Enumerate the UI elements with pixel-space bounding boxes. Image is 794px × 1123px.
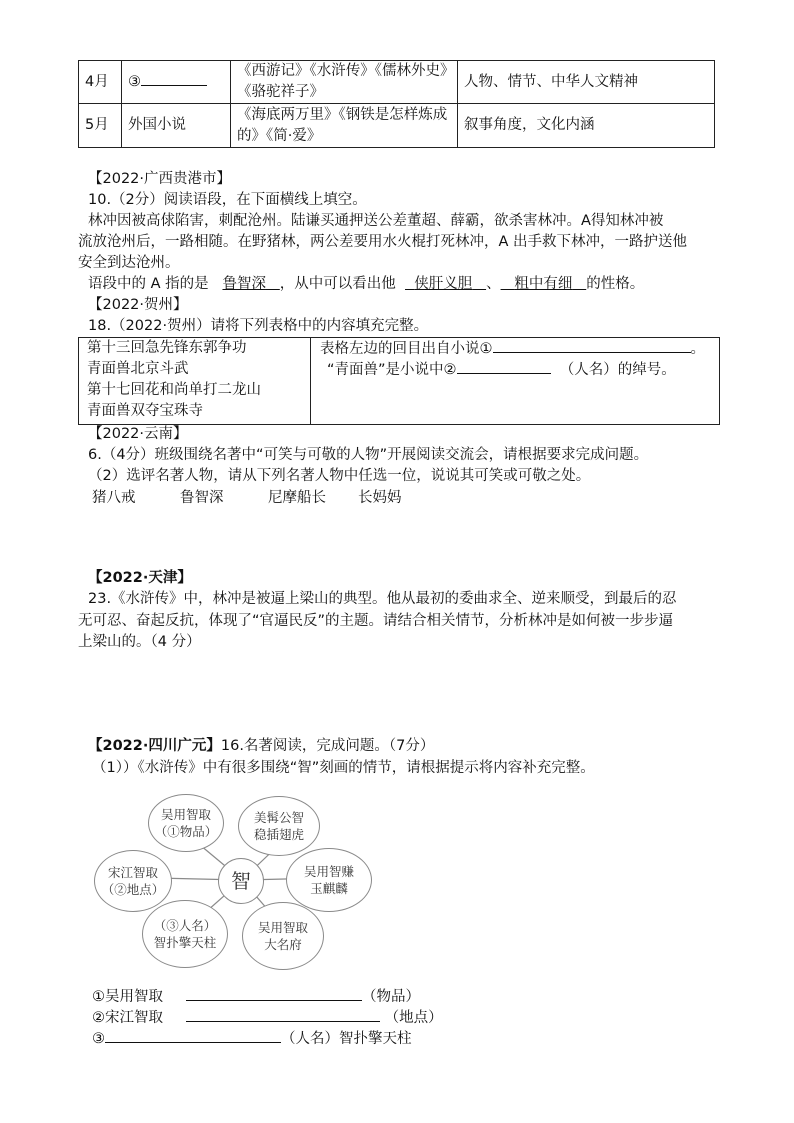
- chapter-title: 青面兽双夺宝珠寺: [87, 403, 203, 419]
- answer-c: 粗中有细: [514, 276, 573, 292]
- question-line: 23.《水浒传》中，林冲是被逼上梁山的典型。他从最初的委曲求全、逆来顺受，到最后的忍: [88, 591, 677, 607]
- sub-question: （1））《水浒传》中有很多围绕“智”刻画的情节，请根据提示将内容补充完整。: [92, 760, 595, 776]
- source-tag: 【2022·天津】: [88, 570, 192, 586]
- sub-question: （2）选评名著人物，请从下列名著人物中任选一位，说说其可笑或可敬之处。: [88, 468, 591, 484]
- question-line: 上梁山的。（4 分）: [78, 634, 201, 650]
- name-option: 猪八戒: [92, 490, 136, 506]
- fill-line: ①吴用智取 （物品）: [92, 986, 420, 1007]
- diagram-bubble: 美髯公智 稳插翅虎: [238, 796, 320, 856]
- diagram-bubble: （③人名） 智扑擎天柱: [142, 900, 228, 968]
- question-stem: 18.（2022·贺州）请将下列表格中的内容填充完整。: [88, 318, 429, 334]
- diagram-bubble: 吴用智赚 玉麒麟: [286, 848, 372, 912]
- fill-line: 表格左边的回目出自小说① 。: [320, 338, 705, 359]
- passage-line: 林冲因被高俅陷害，刺配沧州。陆谦买通押送公差董超、薛霸，欲杀害林冲。A得知林冲被: [88, 213, 664, 229]
- chapter-title: 青面兽北京斗武: [87, 361, 189, 377]
- diagram-center: 智: [218, 858, 264, 904]
- chapter-title: 第十三回急先锋东郭争功: [87, 340, 247, 356]
- name-option: 长妈妈: [358, 490, 402, 506]
- month-cell: 4月: [79, 61, 122, 104]
- source-tag: 【2022·云南】: [88, 426, 188, 442]
- chapter-title: 第十七回花和尚单打二龙山: [87, 382, 261, 398]
- month-cell: 5月: [79, 104, 122, 148]
- category-cell: ③: [122, 61, 231, 104]
- question-line: 无可忍、奋起反抗，体现了“官逼民反”的主题。请结合相关情节，分析林冲是如何被一步步逼: [78, 613, 674, 629]
- answer-line: 语段中的 A 指的是 鲁智深 ，从中可以看出他 侠肝义胆 、 粗中有细 的性格。: [88, 276, 645, 292]
- diagram-bubble: 宋江智取 （②地点）: [94, 850, 172, 912]
- source-tag: 【2022·贺州】: [88, 297, 188, 313]
- fill-line: ②宋江智取 （地点）: [92, 1007, 443, 1028]
- fill-line: ③ （人名）智扑擎天柱: [92, 1028, 412, 1049]
- source-tag: 【2022·广西贵港市】: [88, 171, 232, 187]
- focus-cell: 叙事角度，文化内涵: [458, 104, 715, 148]
- name-option: 尼摩船长: [268, 490, 326, 506]
- question-header: 【2022·四川广元】16.名著阅读，完成问题。（7分）: [88, 738, 435, 754]
- passage-line: 流放沧州后，一路相随。在野猪林，两公差要用水火棍打死林冲，A 出手救下林冲，一路护送他: [78, 234, 688, 250]
- reading-plan-table: [78, 60, 715, 148]
- books-cell: 《西游记》《水浒传》《儒林外史》《骆驼祥子》: [231, 61, 458, 104]
- passage-line: 安全到达沧州。: [78, 255, 180, 271]
- books-cell: 《海底两万里》《钢铁是怎样炼成的》《简·爱》: [231, 104, 458, 148]
- question-stem: 6.（4分）班级围绕名著中“可笑与可敬的人物”开展阅读交流会，请根据要求完成问题。: [88, 447, 649, 463]
- focus-cell: 人物、情节、中华人文精神: [458, 61, 715, 104]
- table-row: [79, 61, 715, 104]
- answer-a: 鲁智深: [222, 276, 266, 292]
- zhi-diagram: [90, 790, 390, 980]
- source-tag: 【2022·四川广元】: [88, 738, 221, 754]
- question-stem: 10.（2分）阅读语段，在下面横线上填空。: [88, 192, 367, 208]
- category-cell: 外国小说: [122, 104, 231, 148]
- fill-line: “青面兽”是小说中② （人名）的绰号。: [327, 359, 676, 380]
- name-option: 鲁智深: [180, 490, 224, 506]
- chapter-table: [78, 337, 720, 425]
- diagram-bubble: 吴用智取 （①物品）: [148, 794, 224, 852]
- table-row: [79, 104, 715, 148]
- diagram-bubble: 吴用智取 大名府: [242, 902, 324, 970]
- answer-b: 侠肝义胆: [414, 276, 473, 292]
